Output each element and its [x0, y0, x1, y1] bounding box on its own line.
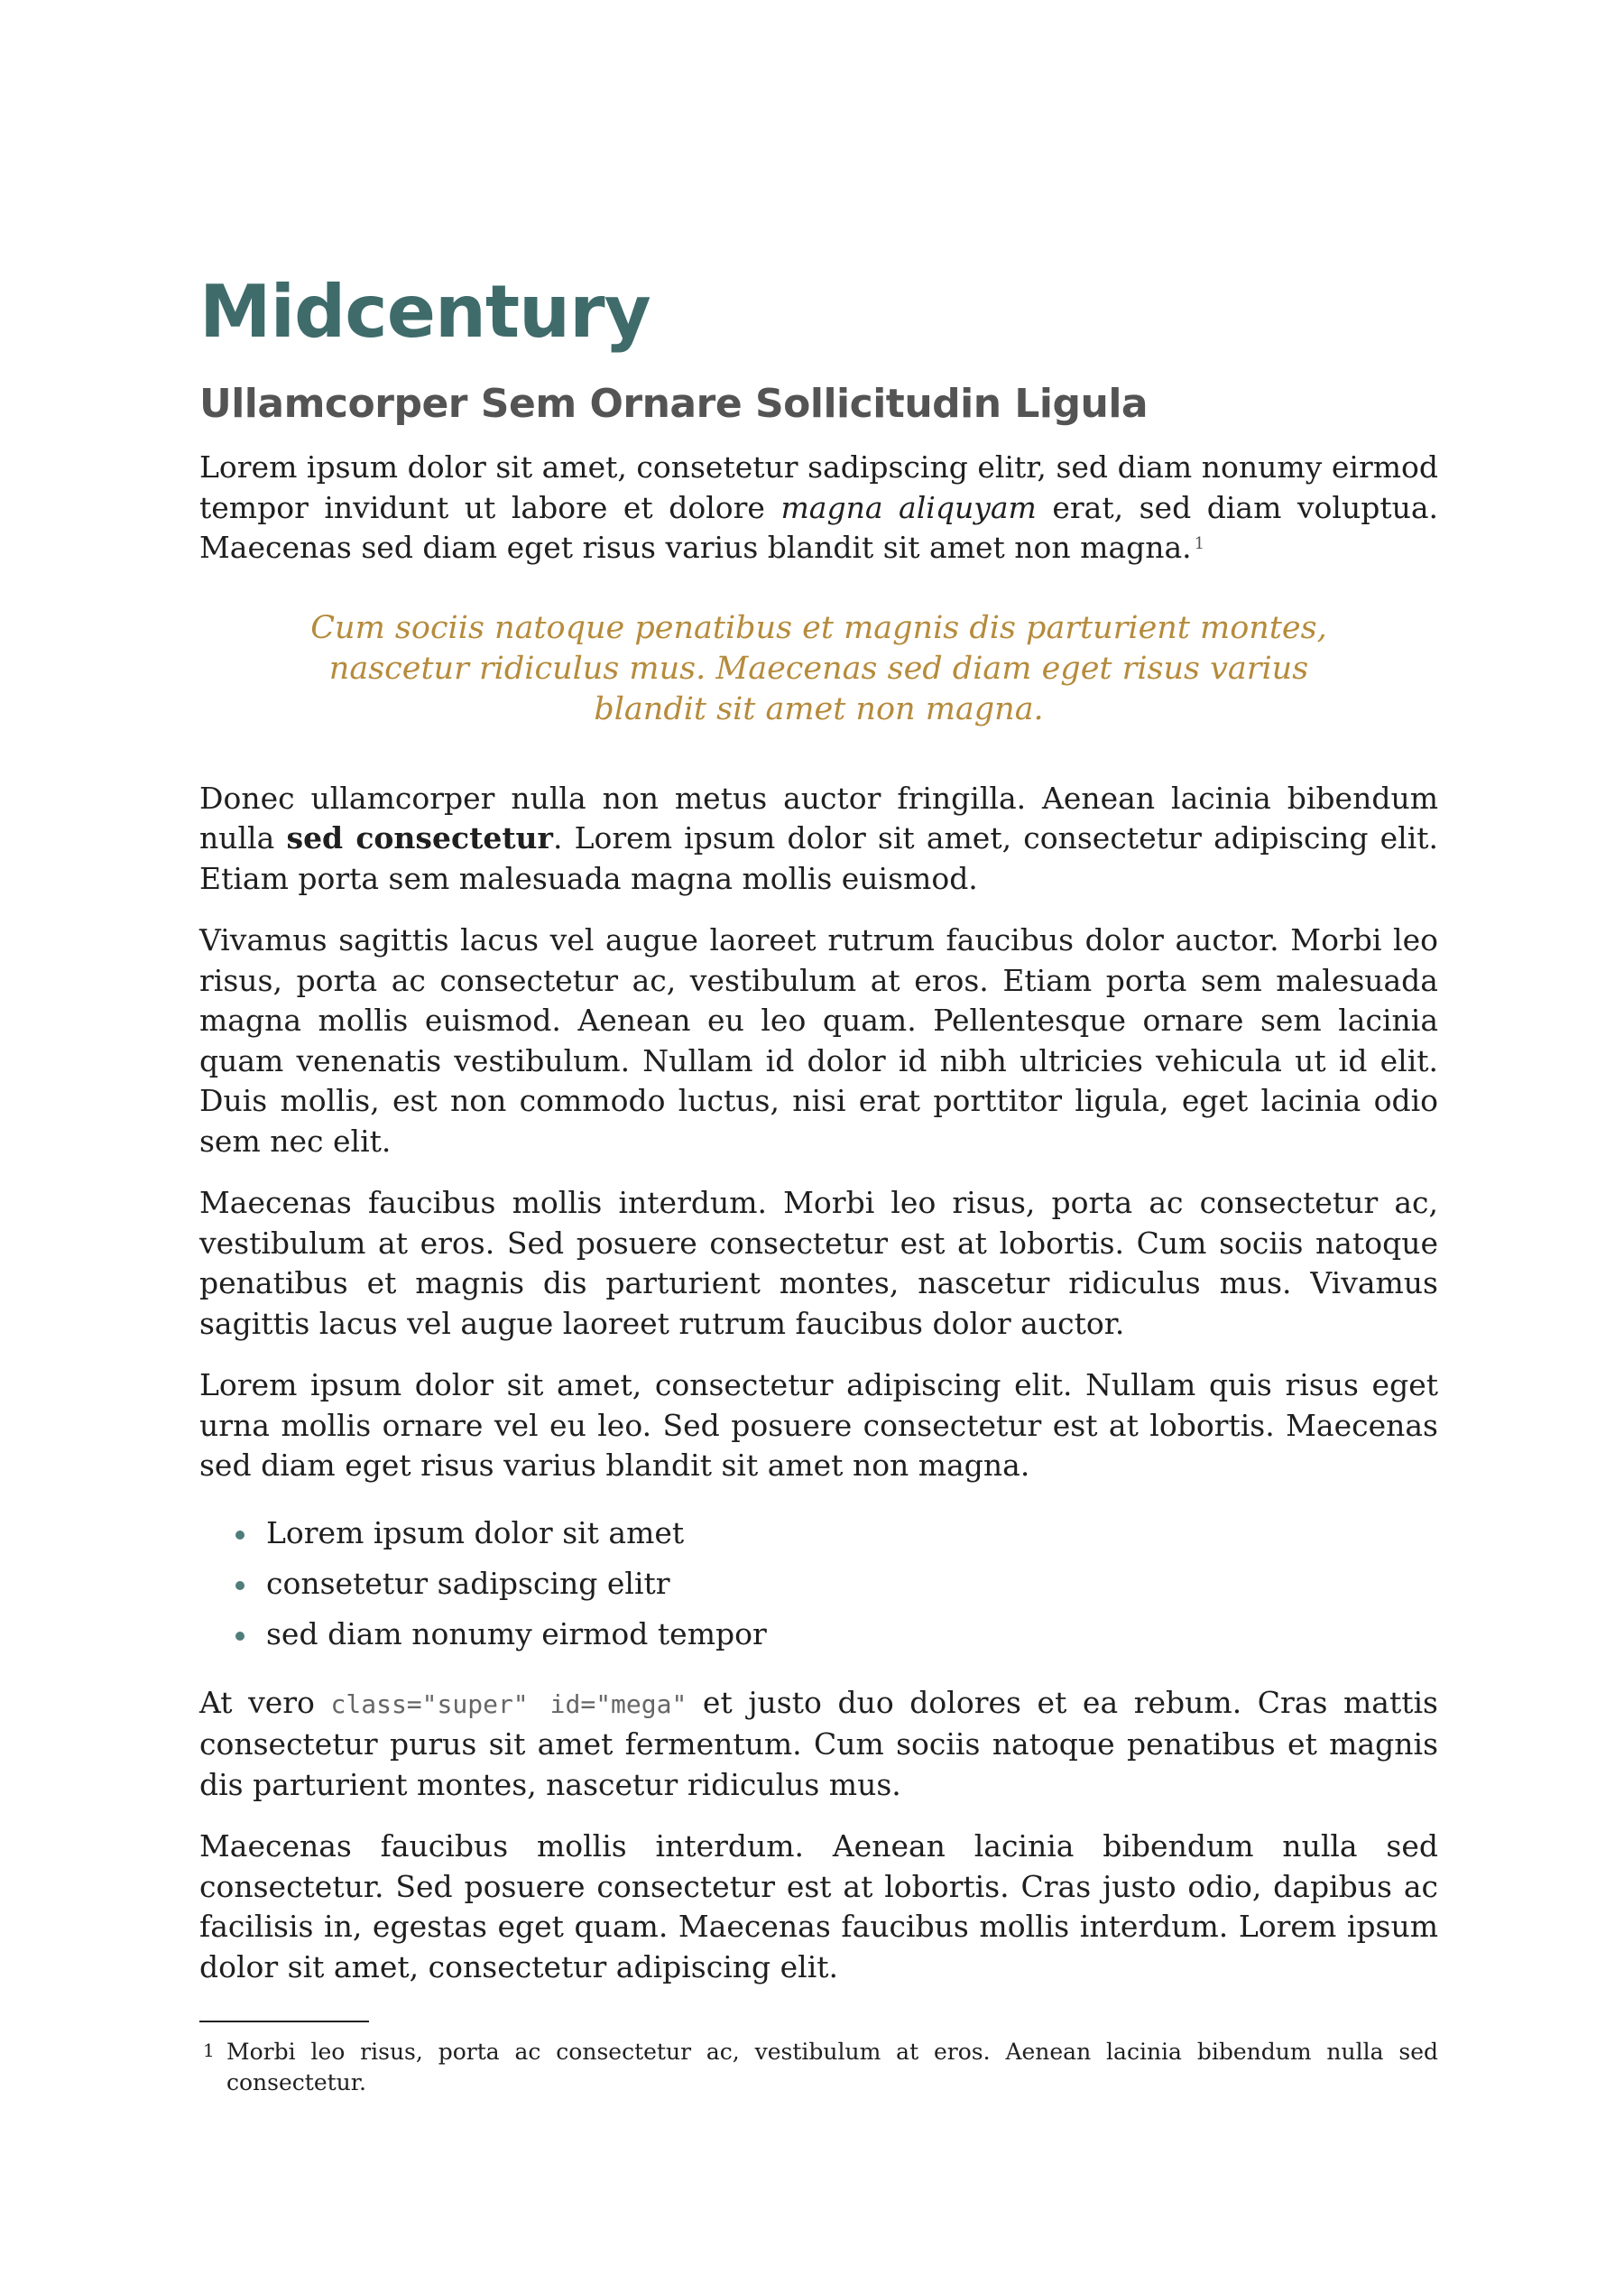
list-item: [235, 1609, 1438, 1660]
paragraph-2: [199, 779, 1438, 900]
bullet-icon: [235, 1581, 245, 1590]
inline-code: class="super" id="mega": [330, 1688, 687, 1719]
list-item-text: consetetur sadipscing elitr: [266, 1565, 670, 1601]
para2-text-2: . Lorem ipsum dolor sit amet, consectetur adipiscing elit. Etiam porta sem malesuada magna mollis euismod.: [199, 820, 1439, 896]
bullet-icon: [235, 1531, 245, 1540]
intro-text-2: erat, sed diam voluptua. Maecenas sed diam eget risus varius blandit sit amet non magna.: [199, 489, 1439, 565]
paragraph-5: Lorem ipsum dolor sit amet, consectetur adipiscing elit. Nullam quis risus eget urna mollis ornare vel eu leo. Sed posuere consectetur est at lobortis. Maecenas sed diam eget risus varius blandit sit amet non magna.: [199, 1367, 1438, 1483]
paragraph-7: Maecenas faucibus mollis interdum. Aenean lacinia bibendum nulla sed consectetur. Sed posuere consectetur est at lobortis. Cras justo odio, dapibus ac facilisis in, egestas eget quam. Maecenas faucibus mollis interdum. Lorem ipsum dolor sit amet, consectetur adipiscing elit.: [199, 1828, 1438, 1984]
section-heading: Ullamcorper Sem Ornare Sollicitudin Ligula: [199, 381, 1149, 427]
list-item: [235, 1559, 1438, 1609]
list-item: [235, 1508, 1438, 1559]
footnote-reference[interactable]: 1: [1194, 534, 1205, 553]
para2-bold: sed consectetur: [286, 820, 553, 856]
footnote-text: Morbi leo risus, porta ac consectetur ac, vestibulum at eros. Aenean lacinia bibendum nulla sed consectetur.: [226, 2039, 1438, 2095]
para6-text-2: et justo duo dolores et ea rebum. Cras mattis consectetur purus sit amet fermentum. Cum sociis natoque penatibus et magnis dis parturient montes, nascetur ridiculus mus.: [199, 1684, 1438, 1802]
paragraph-3: Vivamus sagittis lacus vel augue laoreet rutrum faucibus dolor auctor. Morbi leo risus, porta ac consectetur ac, vestibulum at eros. Etiam porta sem malesuada magna mollis euismod. Aenean eu leo quam. Pellentesque ornare sem lacinia quam venenatis vestibulum. Nullam id dolor id nibh ultricies vehicula ut id elit. Duis mollis, est non commodo luctus, nisi erat porttitor ligula, eget lacinia odio sem nec elit.: [199, 922, 1438, 1159]
intro-text-1: Lorem ipsum dolor sit amet, consetetur sadipscing elitr, sed diam nonumy eirmod tempor invidunt ut labore et dolore: [199, 449, 1438, 525]
bullet-list: [199, 1508, 1438, 1660]
paragraph-4: Maecenas faucibus mollis interdum. Morbi leo risus, porta ac consectetur ac, vestibulum at eros. Sed posuere consectetur est at lobortis. Cum sociis natoque penatibus et magnis dis parturient montes, nascetur ridiculus mus. Vivamus sagittis lacus vel augue laoreet rutrum faucibus dolor auctor.: [199, 1185, 1438, 1341]
list-item-text: sed diam nonumy eirmod tempor: [266, 1615, 767, 1651]
paragraph-6: [199, 1683, 1438, 1806]
intro-italic: magna aliquyam: [780, 489, 1037, 525]
footnote-divider: [199, 2021, 369, 2022]
document-page: [199, 267, 1438, 2009]
footnote: [199, 2037, 1438, 2098]
para6-text-1: At vero: [199, 1684, 331, 1720]
list-item-text: Lorem ipsum dolor sit amet: [266, 1514, 685, 1550]
page-title: Midcentury: [199, 270, 651, 354]
footnote-number: 1: [203, 2040, 215, 2061]
pull-quote: Cum sociis natoque penatibus et magnis dis parturient montes, nascetur ridiculus mus. Maecenas sed diam eget risus varius blandit sit amet non magna.: [310, 609, 1327, 727]
intro-paragraph: [199, 448, 1438, 569]
para2-text-1: Donec ullamcorper nulla non metus auctor fringilla. Aenean lacinia bibendum nulla: [199, 780, 1438, 856]
bullet-icon: [235, 1632, 245, 1641]
